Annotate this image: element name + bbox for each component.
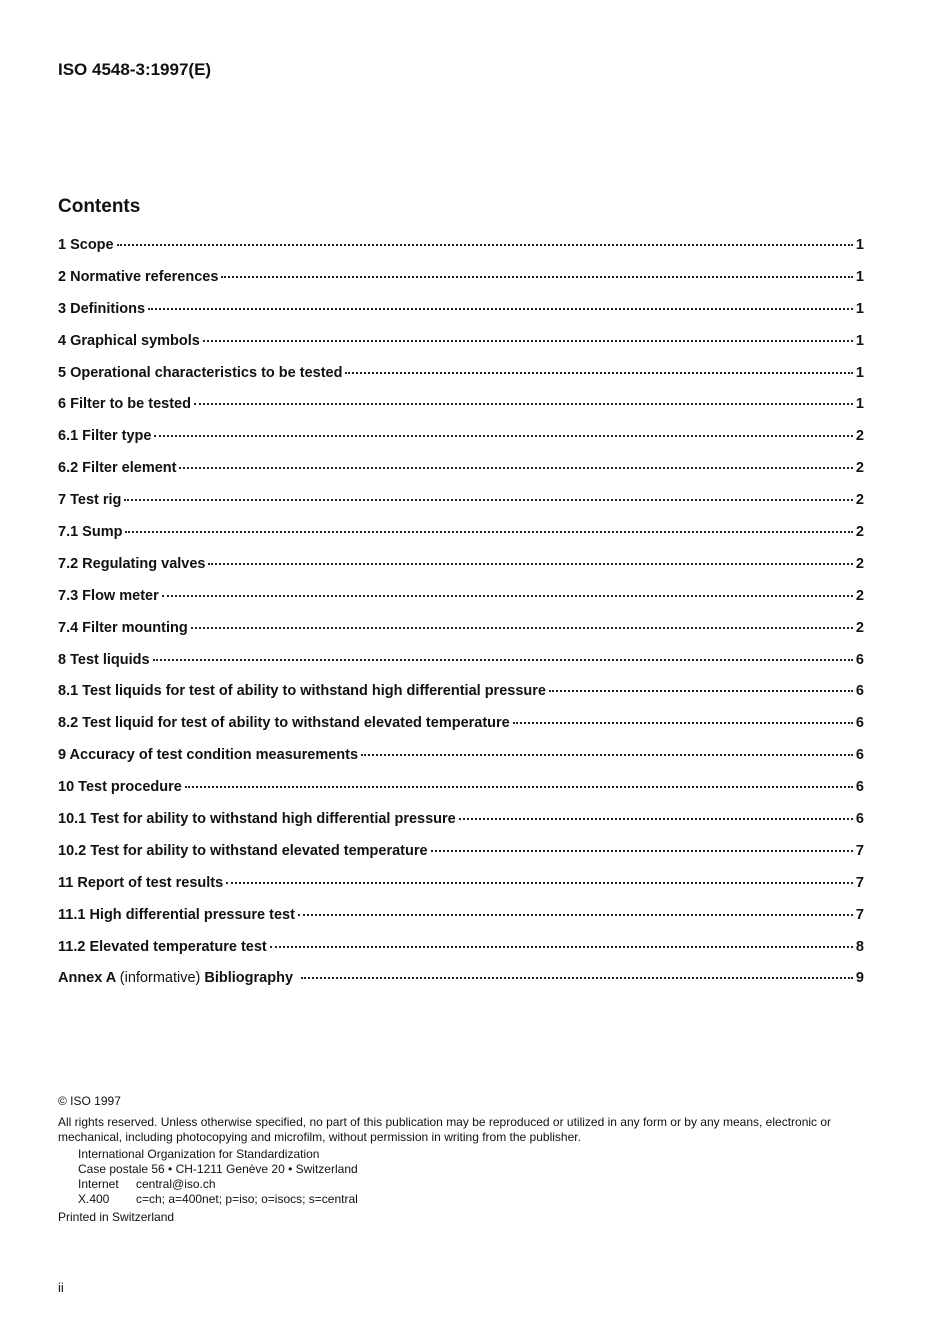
table-of-contents [58,237,864,1002]
dot-leader [117,244,853,246]
postal-address: Case postale 56 • CH-1211 Genève 20 • Switzerland [78,1162,358,1176]
toc-entry-label: 10.2 Test for ability to withstand elevated temperature [58,842,428,859]
toc-entry[interactable] [58,843,864,875]
toc-entry-label [58,970,293,986]
toc-entry-label: 5 Operational characteristics to be tested [58,364,343,381]
toc-entry[interactable] [58,747,864,779]
document-identifier: ISO 4548-3:1997(E) [58,60,212,79]
toc-entry-page: 1 [855,332,864,349]
annex-qualifier: (informative) [119,970,201,987]
organization-name: International Organization for Standardization [78,1147,320,1161]
toc-entry-label: 11.1 High differential pressure test [58,906,295,923]
toc-entry-page: 6 [855,811,864,828]
dot-leader [301,977,853,979]
toc-entry-label: 7.4 Filter mounting [58,619,188,636]
toc-entry-page: 1 [855,237,864,253]
internet-contact [58,1177,868,1192]
dot-leader [459,818,853,820]
dot-leader [194,403,853,405]
dot-leader [185,786,853,788]
toc-entry-page: 6 [855,683,864,700]
toc-entry-label: 8.2 Test liquid for test of ability to withstand elevated temperature [58,715,510,732]
toc-entry[interactable] [58,492,864,524]
copyright-line: © ISO 1997 [58,1094,121,1108]
toc-entry-label: 6.2 Filter element [58,460,177,477]
toc-entry-label: 6 Filter to be tested [58,396,191,413]
dot-leader [208,563,852,565]
toc-entry[interactable] [58,811,864,843]
dot-leader [345,372,852,374]
toc-entry-annex[interactable] [58,970,864,1002]
dot-leader [221,276,853,278]
toc-entry[interactable] [58,237,864,269]
dot-leader [162,595,853,597]
toc-entry-label: 11.2 Elevated temperature test [58,938,267,955]
toc-entry[interactable] [58,556,864,588]
x400-contact [58,1192,868,1207]
toc-entry[interactable] [58,652,864,684]
toc-entry[interactable] [58,588,864,620]
dot-leader [203,340,853,342]
dot-leader [191,627,853,629]
toc-entry[interactable] [58,460,864,492]
x400-label: X.400 [78,1192,110,1206]
copyright-notice [58,1094,868,1225]
toc-entry-label: 10 Test procedure [58,779,182,796]
annex-title: Bibliography [204,970,294,987]
dot-leader [513,722,853,724]
toc-entry-page: 2 [855,555,864,572]
toc-entry-page: 7 [855,874,864,891]
toc-entry-page: 7 [855,842,864,859]
dot-leader [179,467,852,469]
toc-entry-label: 2 Normative references [58,268,219,285]
toc-entry[interactable] [58,333,864,365]
toc-entry[interactable] [58,269,864,301]
toc-entry-label: 7.1 Sump [58,524,123,541]
toc-entry-page: 2 [855,619,864,636]
dot-leader [154,435,852,437]
dot-leader [124,499,853,501]
x400-value: c=ch; a=400net; p=iso; o=isocs; s=central [136,1192,358,1206]
toc-entry-label: 10.1 Test for ability to withstand high differential pressure [58,811,456,828]
toc-entry-label: 7.3 Flow meter [58,587,159,604]
dot-leader [148,308,853,310]
toc-entry-label: 1 Scope [58,237,114,253]
toc-entry[interactable] [58,683,864,715]
dot-leader [153,659,853,661]
toc-entry-label: 7 Test rig [58,492,122,509]
toc-entry-label: 8 Test liquids [58,651,150,668]
toc-entry[interactable] [58,620,864,652]
toc-entry[interactable] [58,939,864,971]
printed-location: Printed in Switzerland [58,1210,175,1224]
internet-value: central@iso.ch [136,1177,216,1191]
dot-leader [298,914,853,916]
toc-entry[interactable] [58,875,864,907]
toc-entry-label: 6.1 Filter type [58,428,152,445]
toc-entry-label: 3 Definitions [58,300,146,317]
toc-entry-label: 7.2 Regulating valves [58,555,206,572]
toc-entry-page: 2 [855,428,864,445]
dot-leader [361,754,853,756]
annex-prefix: Annex A [58,970,116,987]
toc-entry[interactable] [58,396,864,428]
toc-entry-page: 2 [855,460,864,477]
toc-entry-page: 2 [855,587,864,604]
toc-entry-page: 1 [855,268,864,285]
toc-entry[interactable] [58,715,864,747]
toc-entry-page: 8 [855,938,864,955]
toc-entry-label: 9 Accuracy of test condition measurements [58,747,359,764]
dot-leader [226,882,853,884]
toc-entry[interactable] [58,365,864,397]
toc-entry[interactable] [58,907,864,939]
toc-entry-page: 6 [855,779,864,796]
toc-entry-label: 4 Graphical symbols [58,332,200,349]
toc-entry-page: 7 [855,906,864,923]
dot-leader [549,690,853,692]
toc-entry-page: 1 [855,300,864,317]
toc-entry-label: 8.1 Test liquids for test of ability to withstand high differential pressure [58,683,546,700]
toc-entry[interactable] [58,301,864,333]
toc-entry[interactable] [58,428,864,460]
toc-entry-page: 6 [855,747,864,764]
toc-entry[interactable] [58,524,864,556]
toc-entry-page: 2 [855,492,864,509]
toc-entry-label: 11 Report of test results [58,874,224,891]
page-number: ii [58,1280,64,1295]
internet-label: Internet [78,1177,119,1191]
toc-entry-page: 9 [855,970,864,987]
toc-entry-page: 2 [855,524,864,541]
toc-entry[interactable] [58,779,864,811]
dot-leader [125,531,852,533]
toc-entry-page: 1 [855,364,864,381]
contents-heading: Contents [58,196,141,217]
toc-entry-page: 6 [855,715,864,732]
toc-entry-page: 1 [855,396,864,413]
dot-leader [431,850,853,852]
rights-statement: All rights reserved. Unless otherwise specified, no part of this publication may be reproduced or utilized in any form or by any means, electronic or mechanical, including photocopying and microfilm, without permission in writing from the publisher. [58,1115,832,1144]
toc-entry-page: 6 [855,651,864,668]
dot-leader [270,946,853,948]
